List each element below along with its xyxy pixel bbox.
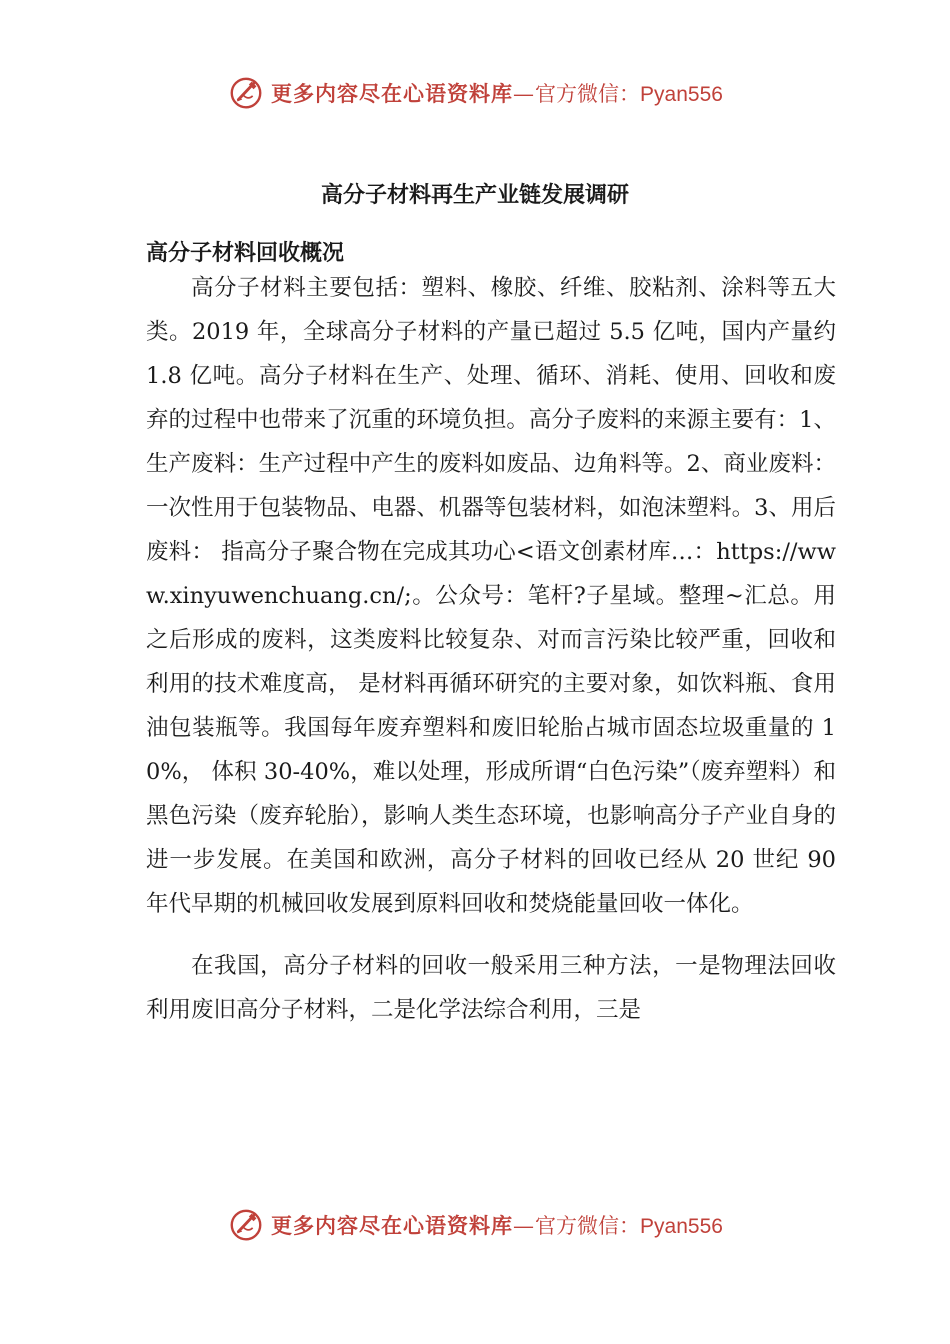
pen-seal-logo-icon — [227, 74, 265, 112]
body-paragraph-2: 在我国，高分子材料的回收一般采用三种方法，一是物理法回收利用废旧高分子材料，二是化学法综合利用，三是 — [146, 953, 836, 1023]
footer-brand-dash: — — [513, 1214, 536, 1238]
footer-brand-wechat: 官方微信：Pyan556 — [535, 1215, 723, 1238]
header-branding — [0, 68, 950, 118]
section-heading: 高分子材料回收概况 — [146, 241, 345, 266]
header-brand-wechat: 官方微信：Pyan556 — [535, 83, 723, 106]
footer-brand-name: 更多内容尽在心语资料库 — [271, 1213, 514, 1238]
header-brand-dash: — — [513, 82, 536, 106]
footer-branding — [0, 1200, 950, 1250]
document-title: 高分子材料再生产业链发展调研 — [320, 183, 629, 208]
header-brand-name: 更多内容尽在心语资料库 — [271, 81, 514, 106]
body-paragraph-1: 高分子材料主要包括：塑料、橡胶、纤维、胶粘剂、涂料等五大类。2019 年，全球高分子材料的产量已超过 5.5 亿吨，国内产量约 1.8 亿吨。高分子材料在生产、处理、循环、消耗、使用、回收和废弃的过程中也带来了沉重的环境负担。高分子废料的来源主要有：1、生产废料：生产过程中产生的废料如废品、边角料等。2、商业废料：一次性用于包装物品、电器、机器等包装材料，如泡沫塑料。3、用后废料： 指高分子聚合物在完成其功心<语文创素材库…：https://www.xinyuwenchuang.cn/;。公众号：笔杆?子星域。整理~汇总。用之后形成的废料，这类废料比较复杂、对而言污染比较严重，回收和利用的技术难度高， 是材料再循环研究的主要对象，如饮料瓶、食用油包装瓶等。我国每年废弃塑料和废旧轮胎占城市固态垃圾重量的 10%， 体积 30-40%，难以处理，形成所谓“白色污染”（废弃塑料）和黑色污染（废弃轮胎），影响人类生态环境，也影响高分子产业自身的进一步发展。在美国和欧洲，高分子材料的回收已经从 20 世纪 90 年代早期的机械回收发展到原料回收和焚烧能量回收一体化。 — [146, 275, 836, 917]
footer-brand-text — [271, 1210, 723, 1240]
pen-seal-logo-icon — [227, 1206, 265, 1244]
header-brand-text — [271, 78, 723, 108]
document-body — [146, 266, 836, 1032]
